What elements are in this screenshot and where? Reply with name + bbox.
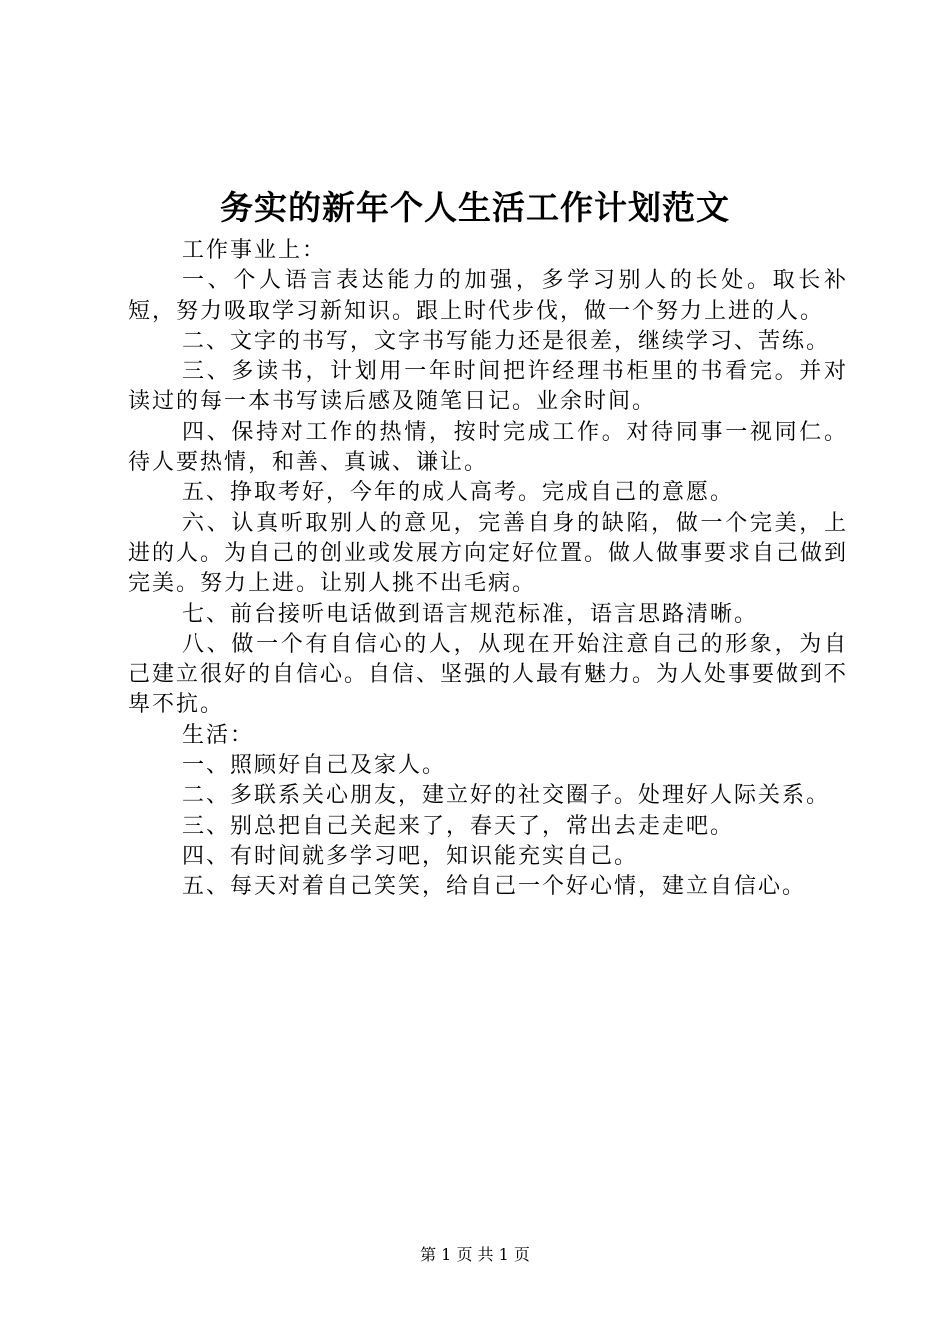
section-heading-work: 工作事业上： [182, 238, 327, 263]
paragraph: 五、挣取考好，今年的成人高考。完成自己的意愿。 [182, 480, 735, 506]
document-title: 务实的新年个人生活工作计划范文 [220, 188, 730, 227]
paragraph: 八、做一个有自信心的人，从现在开始注意自己的形象，为自己建立很好的自信心。自信、坚强的人最有魅力。为人处事要做到不卑不抗。 [128, 631, 849, 718]
paragraph: 二、文字的书写，文字书写能力还是很差，继续学习、苦练。 [182, 328, 831, 354]
paragraph: 五、每天对着自己笑笑，给自己一个好心情，建立自信心。 [182, 874, 807, 900]
paragraph: 七、前台接听电话做到语言规范标准，语言思路清晰。 [182, 601, 759, 627]
paragraph: 一、个人语言表达能力的加强，多学习别人的长处。取长补短，努力吸取学习新知识。跟上时代步伐，做一个努力上进的人。 [128, 268, 848, 324]
paragraph: 二、多联系关心朋友，建立好的社交圈子。处理好人际关系。 [182, 783, 831, 809]
page-footer: 第 1 页 共 1 页 [420, 1245, 530, 1264]
document-body [128, 236, 848, 903]
paragraph: 三、多读书，计划用一年时间把许经理书柜里的书看完。并对读过的每一本书写读后感及随笔日记。业余时间。 [128, 359, 848, 415]
paragraph: 一、照顾好自己及家人。 [182, 753, 447, 779]
paragraph: 四、有时间就多学习吧，知识能充实自己。 [182, 843, 639, 869]
paragraph: 六、认真听取别人的意见，完善自身的缺陷，做一个完美，上进的人。为自己的创业或发展方向定好位置。做人做事要求自己做到完美。努力上进。让别人挑不出毛病。 [128, 510, 849, 597]
section-heading-life: 生活： [182, 722, 255, 748]
paragraph: 四、保持对工作的热情，按时完成工作。对待同事一视同仁。待人要热情，和善、真诚、谦让。 [128, 419, 848, 476]
paragraph: 三、别总把自己关起来了，春天了，常出去走走吧。 [182, 813, 735, 839]
